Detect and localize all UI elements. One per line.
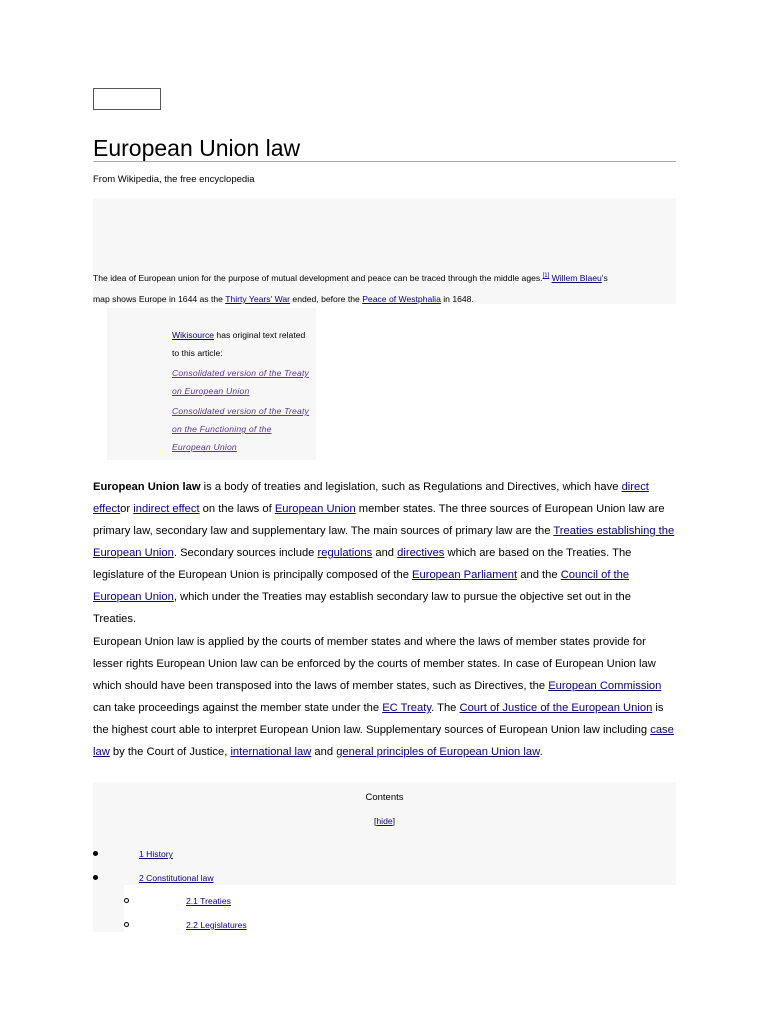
body-text: and [372,547,398,559]
link-case-law[interactable]: case law [93,724,674,758]
page-title: European Union law [93,135,301,161]
wikisource-item-tfeu[interactable]: Consolidated version of the Treaty on the Functioning of the European Union [172,406,310,452]
link-ec-treaty[interactable]: EC Treaty [382,702,432,714]
intro-paragraph-1 [93,476,676,630]
body-text: or [120,503,134,515]
link-council[interactable]: Council of the European Union [93,569,630,603]
body-text: by the Court of Justice, [109,746,231,758]
bullet-icon [93,851,98,856]
body-text: member states. The three sources of European Union law are primary law, secondary law and supplementary law. The main sources of primary law are the [93,503,665,537]
link-direct-effect[interactable]: direct effect [93,481,649,515]
body-text: is the highest court able to interpret European Union law. Supplementary sources of European Union law including [93,702,664,736]
body-text: which are based on the Treaties. The legislature of the European Union is principally composed of the [93,547,632,581]
link-international-law[interactable]: international law [230,746,312,758]
link-european-commission[interactable]: European Commission [548,680,662,692]
body-text: . [539,746,543,758]
link-willem-blaeu[interactable]: Willem Blaeu [551,273,602,283]
link-european-union[interactable]: European Union [274,503,356,515]
link-peace-of-westphalia[interactable]: Peace of Westphalia [362,294,441,304]
toc-item-legislatures[interactable]: 2.2 Legislatures [186,920,247,930]
bullet-icon [93,875,98,880]
page-tagline: From Wikipedia, the free encyclopedia [93,174,255,185]
toc-item-history[interactable]: 1 History [139,849,173,859]
body-text: and the [517,569,561,581]
title-divider [93,161,676,162]
wikisource-text: has original text related to this article: [172,330,306,358]
body-text: . The [431,702,460,714]
wikisource-box [107,308,316,460]
link-treaties[interactable]: Treaties establishing the European Union [93,525,675,559]
body-text: European Union law is applied by the courts of member states and where the laws of member states provide for lesser rights European Union law can be enforced by the courts of member states. In case of European Union law which should have been transposed into the laws of member states, such as Directives, the [93,636,656,692]
link-directives[interactable]: directives [397,547,445,559]
link-regulations[interactable]: regulations [317,547,373,559]
bold-term: European Union law [93,481,201,493]
caption-text: ended, before the [290,294,363,304]
toc-hide-toggle [93,816,676,826]
body-text: and [311,746,337,758]
toc-hide-link[interactable]: hide [376,816,393,826]
link-court-of-justice[interactable]: Court of Justice of the European Union [459,702,653,714]
image-placeholder-box [93,88,161,110]
wikisource-item-teu[interactable]: Consolidated version of the Treaty on European Union [172,368,310,396]
body-text: can take proceedings against the member state under the [93,702,383,714]
link-general-principles[interactable]: general principles of European Union law [336,746,540,758]
bracket: [ [373,816,377,826]
caption-text: map shows Europe in 1644 as the [93,294,226,304]
body-text: on the laws of [199,503,275,515]
toc-item-constitutional-law[interactable]: 2 Constitutional law [139,873,214,883]
caption-text: The idea of European union for the purpose of mutual development and peace can be traced through the middle ages. [93,273,543,283]
link-european-parliament[interactable]: European Parliament [412,569,518,581]
caption-text: in 1648. [440,294,474,304]
caption-text: 's [601,273,608,283]
figure-caption [93,268,676,310]
body-text: . Secondary sources include [173,547,318,559]
toc-title: Contents [365,792,404,803]
body-text: , which under the Treaties may establish secondary law to pursue the objective set out in the Treaties. [93,591,631,625]
link-indirect-effect[interactable]: indirect effect [133,503,200,515]
citation-link[interactable]: [1] [542,273,550,280]
wikisource-link[interactable]: Wikisource [172,330,215,340]
toc-item-treaties[interactable]: 2.1 Treaties [186,896,231,906]
body-text: is a body of treaties and legislation, such as Regulations and Directives, which have [200,481,622,493]
intro-paragraph-2 [93,631,676,763]
link-thirty-years-war[interactable]: Thirty Years' War [225,294,291,304]
circle-bullet-icon [124,922,129,927]
bracket: ] [392,816,396,826]
circle-bullet-icon [124,898,129,903]
